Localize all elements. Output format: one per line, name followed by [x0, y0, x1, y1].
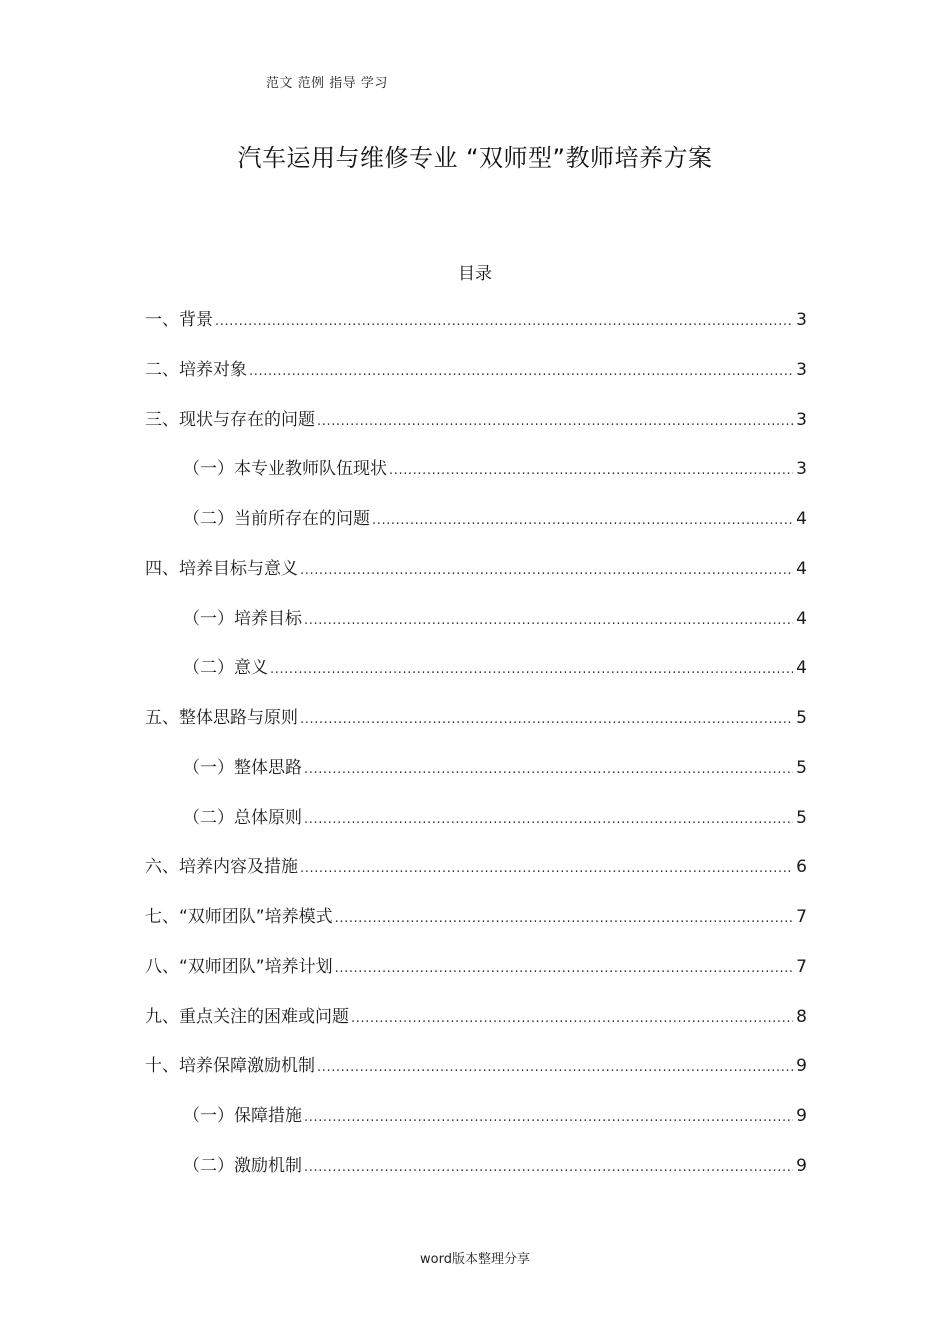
toc-leader-dots: [335, 955, 793, 983]
toc-entry[interactable]: [145, 356, 807, 406]
toc-entry-label: 四、培养目标与意义: [145, 558, 298, 579]
toc-subentry[interactable]: [145, 505, 807, 555]
toc-leader-dots: [372, 507, 793, 535]
toc-heading: 目录: [458, 264, 492, 284]
toc-entry[interactable]: [145, 704, 807, 754]
toc-entry-page: 5: [796, 807, 807, 828]
toc-subentry[interactable]: [145, 654, 807, 704]
toc-subentry[interactable]: [145, 1102, 807, 1152]
toc-entry-page: 7: [796, 956, 807, 977]
toc-entry-label: 三、现状与存在的问题: [145, 409, 315, 430]
toc-entry-page: 4: [796, 658, 807, 679]
toc-entry-label: （二）激励机制: [183, 1155, 302, 1176]
toc-entry-label: （二）当前所存在的问题: [183, 509, 370, 529]
toc-entry-page: 4: [796, 558, 807, 579]
toc-entry-label: （一）本专业教师队伍现状: [183, 459, 387, 480]
toc-leader-dots: [304, 1104, 793, 1132]
toc-leader-dots: [300, 557, 793, 585]
toc-entry-label: 五、整体思路与原则: [145, 708, 298, 728]
toc-entry-page: 9: [796, 1106, 807, 1126]
toc-entry-page: 9: [796, 1056, 807, 1077]
header-note: 范文 范例 指导 学习: [266, 76, 388, 91]
toc-entry[interactable]: [145, 1052, 807, 1102]
toc-leader-dots: [300, 855, 793, 883]
toc-entry-label: （一）培养目标: [183, 608, 302, 629]
toc-entry-page: 8: [796, 1006, 807, 1027]
toc-entry-label: 七、“双师团队”培养模式: [145, 907, 333, 927]
toc-entry-page: 5: [796, 757, 807, 778]
toc-entry[interactable]: [145, 903, 807, 953]
toc-leader-dots: [317, 408, 793, 436]
toc-entry-page: 3: [796, 409, 807, 430]
toc-entry-page: 9: [796, 1155, 807, 1176]
toc-entry-page: 3: [796, 459, 807, 480]
toc-entry-label: （一）整体思路: [183, 757, 302, 778]
footer-note: word版本整理分享: [420, 1252, 530, 1267]
toc-leader-dots: [249, 358, 793, 386]
toc-subentry[interactable]: [145, 455, 807, 505]
toc-leader-dots: [317, 1054, 793, 1082]
toc-entry-label: 八、“双师团队”培养计划: [145, 956, 333, 977]
toc-subentry[interactable]: [145, 1152, 807, 1202]
toc-entry-label: （二）意义: [183, 658, 268, 679]
toc-entry-page: 5: [796, 708, 807, 728]
toc-subentry[interactable]: [145, 605, 807, 655]
toc-subentry[interactable]: [145, 804, 807, 854]
toc-entry-label: （一）保障措施: [183, 1106, 302, 1126]
toc-entry[interactable]: [145, 555, 807, 605]
toc-entry[interactable]: [145, 306, 807, 356]
toc-leader-dots: [270, 656, 793, 684]
toc-leader-dots: [351, 1005, 793, 1033]
toc-subentry[interactable]: [145, 754, 807, 804]
toc-leader-dots: [304, 1154, 793, 1182]
toc-entry-page: 6: [796, 857, 807, 878]
toc-entry-label: 一、背景: [145, 310, 213, 330]
toc-leader-dots: [304, 756, 793, 784]
toc-entry-page: 4: [796, 608, 807, 629]
toc-entry-label: 六、培养内容及措施: [145, 857, 298, 878]
toc-entry[interactable]: [145, 406, 807, 456]
toc-entry-label: （二）总体原则: [183, 807, 302, 828]
toc-entry-label: 二、培养对象: [145, 359, 247, 380]
toc-entry-page: 3: [796, 310, 807, 330]
toc-leader-dots: [304, 607, 793, 635]
toc-entry-label: 九、重点关注的困难或问题: [145, 1006, 349, 1027]
toc-entry-label: 十、培养保障激励机制: [145, 1056, 315, 1077]
document-title: 汽车运用与维修专业 “双师型”教师培养方案: [237, 144, 713, 172]
toc-entry[interactable]: [145, 853, 807, 903]
toc-entry[interactable]: [145, 953, 807, 1003]
toc-leader-dots: [304, 806, 793, 834]
toc-leader-dots: [215, 308, 793, 336]
toc-leader-dots: [300, 706, 793, 734]
toc-entry-page: 7: [796, 907, 807, 927]
toc-entry-page: 3: [796, 359, 807, 380]
table-of-contents: [145, 306, 807, 1202]
toc-leader-dots: [389, 457, 793, 485]
toc-entry[interactable]: [145, 1003, 807, 1053]
toc-entry-page: 4: [796, 509, 807, 529]
toc-leader-dots: [335, 905, 793, 933]
